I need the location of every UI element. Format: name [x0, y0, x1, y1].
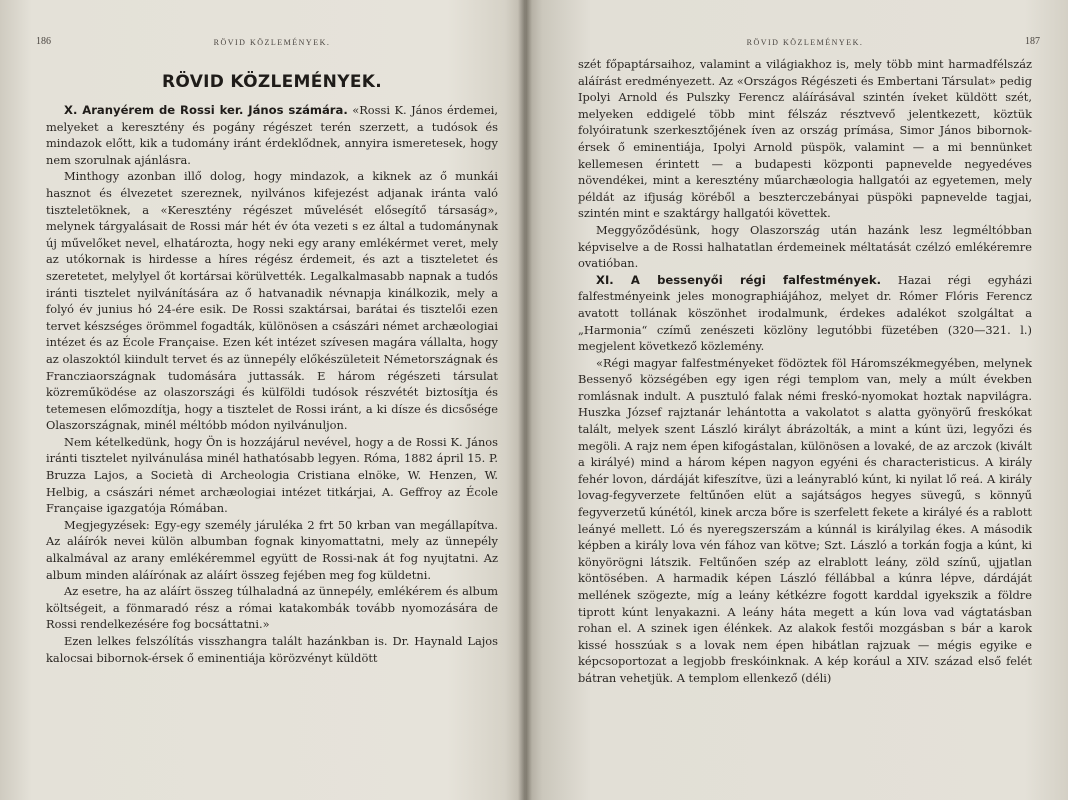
right-running-header: [578, 36, 1040, 50]
section-xi-intro-text: Hazai régi egyházi falfestményeink jeles monographiájához, melyet dr. Rómer Flóris Ferencz avatott tollának köszönhet irodalmunk, érdekes adalékot szolgáltat a „Harmonia“ czímű zenészeti közlöny legutóbbi füzetében (320—321. l.) megjelent következő közlemény.: [578, 272, 1032, 354]
left-running-head: RÖVID KÖZLEMÉNYEK.: [213, 38, 331, 47]
section-x-intro-text: «Rossi K. János érdemei, melyeket a keresztény és pogány régészet terén szerzett, a tudósok és mindazok előtt, kik a tudomány iránt érdeklődnek, annyira ismeretesek, hogy nem szorulnak ajánlásra.: [46, 103, 498, 167]
left-paragraph-2: Minthogy azonban illő dolog, hogy mindazok, a kiknek az ő munkái hasznot és élvezetet szereznek, nyilvános kifejezést adjanak iránta való tiszteletöknek, a «Keresztény régészet művelését elősegítő társaság», melynek tárgyalásait de Rossi már hét év óta vezeti s ez által a tudománynak új művelőket nevel, elhatározta, hogy neki egy arany emlékérmet veret, mely az utókornak is hirdesse a híres régész érdemeit, és azt a tiszteletet és szeretetet, melylyel őt kortársai körülvették. Legalkalmasabb napnak a tudós iránti tisztelet nyilvánítására az ő hatvanadik névnapja kinálkozik, mely a folyó év junius hó 24-ére esik. De Rossi szaktársai, barátai és tisztelői ezen tervet készséges örömmel fogadták, különösen a császári német archæologiai intézet és az École Française. Ezen két intézet szívesen magára vállalta, hogy az olaszoktól kiindult tervet és az ünnepély előkészületeit Németországnak és Francziaországnak tudomására juttassák. E három régészeti társulat közreműködése az olaszországi és külföldi tudósok részvétét biztosítja és tetemesen előmozdítja, hogy a tisztelet de Rossi iránt, a ki dísze és dicsősége Olaszországnak, minél méltóbb módon nyilvánuljon.: [46, 169, 498, 433]
article-title: RÖVID KÖZLEMÉNYEK.: [162, 72, 382, 92]
left-paragraph-6: Ezen lelkes felszólítás visszhangra talált hazánkban is. Dr. Haynald Lajos kalocsai bibornok-érsek ő eminentiája körözvényt küldött: [46, 634, 498, 665]
right-page-number: 187: [1025, 36, 1040, 47]
left-paragraph-4: Megjegyzések: Egy-egy személy járuléka 2 frt 50 krban van megállapítva. Az aláírók nevei külön albumban fognak kinyomattatni, mely az ünnepély alkalmával az arany emlékéremmel együtt de Rossi-nak át fog nyujtatni. Az album minden aláírónak az aláírt összeg fejében meg fog küldetni.: [46, 517, 498, 582]
right-paragraph-2: Meggyőződésünk, hogy Olaszország után hazánk lesz legméltóbban képviselve a de Rossi halhatatlan érdemeinek méltatását czélzó emlékéremre ovatióban.: [578, 222, 1032, 271]
right-paragraph-1: szét főpaptársaihoz, valamint a világiakhoz is, mely több mint harmadfélszáz aláírást eredményezett. Az «Országos Régészeti és Embertani Társulat» pedig Ipolyi Arnold és Pulszky Ferencz aláírásával szintén íveket küldött szét, melyeken eddigelé több mint félszáz résztvevő jelentkezett, köztük folyóiratunk szerkesztőjének íven az ország prímása, Simor János bibornok-érsek ő eminentiája, Ipolyi Arnold püspök, valamint — a mi bennünket kellemesen érintett — a budapesti központi papnevelde negyedéves növendékei, mint a keresztény műarchæologia hallgatói az egyetemen, mely példát az ifjuság köréből a beszterczebányai püspöki papnevelde tagjai, szintén mint e szaktárgy hallgatói követtek.: [578, 57, 1032, 221]
left-running-header: [36, 36, 498, 50]
left-paragraph-5: Az esetre, ha az aláírt összeg túlhaladná az ünnepély, emlékérem és album költségeit, a fönmaradó rész a római katakombák tovább nyomozására de Rossi rendelkezésére fog bocsáttatni.»: [46, 584, 498, 632]
left-paragraph-3: Nem kételkedünk, hogy Ön is hozzájárul nevével, hogy a de Rossi K. János iránti tisztelet nyilvánulása minél hathatósabb legyen. Róma, 1882 ápril 15. P. Bruzza Lajos, a Società di Archeologia Cristiana elnöke, W. Henzen, W. Helbig, a császári német archæologiai intézet titkárjai, A. Geffroy az École Française igazgatója Rómában.: [46, 434, 498, 516]
right-running-head: RÖVID KÖZLEMÉNYEK.: [746, 38, 864, 47]
right-page: [526, 0, 1068, 800]
section-x-heading: X. Aranyérem de Rossi ker. János számára.: [64, 103, 348, 117]
right-paragraph-4: «Régi magyar falfestményeket födöztek föl Háromszékmegyében, melynek Bessenyő községében egy igen régi templom van, mely a múlt években romlásnak indult. A pusztuló falak némi freskó-nyomokat hoztak napvilágra. Huszka József rajztanár lehántotta a vakolatot s alatta gyönyörű freskókat talált, melyek szent László királyt ábrázolták, a mint a kúnt üzi, legyőzi és megöli. A rajz nem épen kifogástalan, különösen a lovaké, de az arczok (kivált a királyé) mind a három képen nagyon egyéni és characteristicus. A király fehér lovon, dárdáját kifeszítve, üzi a leányrabló kúnt, ki nyilat lő reá. A király lovag-fegyverzete feltűnően elüt a sajátságos hegyes süvegű, s könnyű fegyverzetű kúnétól, kinek arcza bőre is szerfelett fekete a királyé és a rablott leányé mellett. Ló és nyeregszerszám a kúnnál is királyilag ékes. A második képben a király lova vén fához van kötve; Szt. László a torkán fogja a kúnt, ki könyörögni látszik. Feltűnően szép az elrablott leány, zöld színű, ujjatlan köntösében. A harmadik képen László féllábbal a kúnra lépve, dárdáját mellének szögezte, míg a leány kétkézre fogott karddal igyekszik a földre tiprott kúnt lenyakazni. A leány háta megett a kún lova vad vágtatásban rohan el. A szinek igen élénkek. Az alakok festői mozgásban s bár a karok kissé hosszúak s a lovak nem épen hibátlan rajzuak — mégis egyike e képcsoportozat a legjobb freskóinknak. A kép korául a XIV. század első felét bátran vehetjük. A templom ellenkező (déli): [578, 355, 1032, 685]
section-xi-heading: XI. A bessenyői régi falfestmények.: [596, 272, 881, 287]
section-xi-paragraph: [578, 272, 1032, 355]
section-x-paragraph: [46, 102, 498, 168]
left-page: [0, 0, 526, 800]
left-page-number: 186: [36, 36, 51, 47]
